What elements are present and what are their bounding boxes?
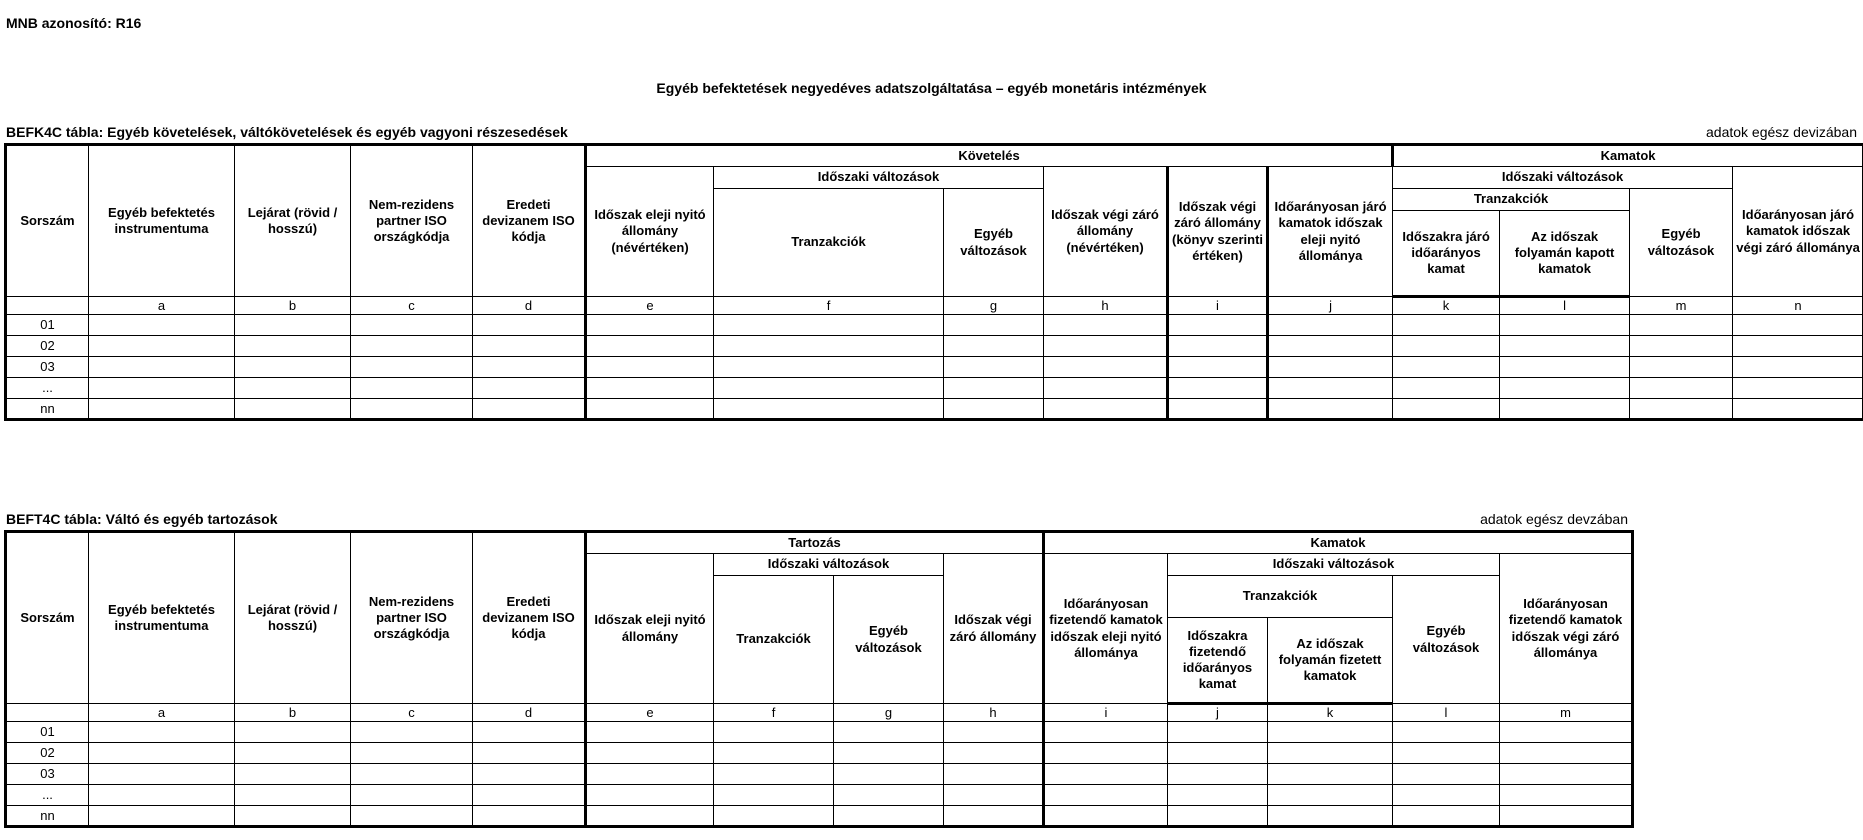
t2-h-partner: Nem-rezidens partner ISO országkódja — [351, 532, 473, 704]
t1-cell[interactable] — [1630, 378, 1733, 399]
t1-cell[interactable] — [351, 336, 473, 357]
t2-h-tranzakciok: Tranzakciók — [714, 576, 834, 704]
t1-h-kam-zaro: Időarányosan járó kamatok időszak végi záró állománya — [1733, 167, 1863, 297]
t1-cell[interactable] — [235, 336, 351, 357]
t2-cell[interactable] — [89, 806, 235, 827]
t2-cell[interactable] — [473, 785, 586, 806]
t1-cell[interactable] — [1044, 336, 1168, 357]
t1-h-kovetel: Követelés — [586, 145, 1393, 167]
t2-cell[interactable] — [89, 764, 235, 785]
t2-cell[interactable] — [944, 743, 1044, 764]
table1-unit: adatok egész devizában — [1706, 124, 1857, 140]
t2-cell[interactable] — [586, 785, 714, 806]
t1-letter: k — [1393, 297, 1500, 315]
t2-letter: m — [1500, 704, 1633, 722]
t2-letter: j — [1168, 704, 1268, 722]
t1-row-label: nn — [6, 399, 89, 420]
table1 — [4, 143, 1863, 421]
t2-h-sorszam: Sorszám — [6, 532, 89, 704]
t2-letter: l — [1393, 704, 1500, 722]
t1-cell[interactable] — [351, 399, 473, 420]
t1-cell[interactable] — [1268, 336, 1393, 357]
t1-cell[interactable] — [235, 378, 351, 399]
t2-h-tartozas: Tartozás — [586, 532, 1044, 554]
t2-cell[interactable] — [473, 743, 586, 764]
t1-cell[interactable] — [1733, 399, 1863, 420]
t2-cell[interactable] — [1044, 722, 1168, 743]
t1-cell[interactable] — [1500, 378, 1630, 399]
t2-letter: h — [944, 704, 1044, 722]
t2-row-label: ... — [6, 785, 89, 806]
t1-data-row — [6, 357, 1863, 378]
t1-h-idoszaki: Időszaki változások — [714, 167, 1044, 189]
t1-cell[interactable] — [1630, 336, 1733, 357]
t1-data-row — [6, 378, 1863, 399]
t2-h-kam-tranz: Tranzakciók — [1168, 576, 1393, 618]
t1-h-tranzakciok: Tranzakciók — [714, 189, 944, 297]
t1-cell[interactable] — [714, 378, 944, 399]
t2-letter-blank — [6, 704, 89, 722]
t2-letter: b — [235, 704, 351, 722]
t2-cell[interactable] — [473, 806, 586, 827]
t2-h-kam-idoszaki: Időszaki változások — [1168, 554, 1500, 576]
t2-data-row — [6, 764, 1633, 785]
t1-cell[interactable] — [714, 336, 944, 357]
t1-h-nyito: Időszak eleji nyitó állomány (névértéken) — [586, 167, 714, 297]
t2-row-label: 02 — [6, 743, 89, 764]
t2-cell[interactable] — [1168, 743, 1268, 764]
t1-cell[interactable] — [235, 357, 351, 378]
t1-h-kam-idoszaki: Időszaki változások — [1393, 167, 1733, 189]
t1-cell[interactable] — [473, 378, 586, 399]
t1-h-partner: Nem-rezidens partner ISO országkódja — [351, 145, 473, 297]
table1-title: BEFK4C tábla: Egyéb követelések, váltókövetelések és egyéb vagyoni részesedések — [6, 124, 568, 140]
t2-cell[interactable] — [944, 806, 1044, 827]
t1-cell[interactable] — [351, 357, 473, 378]
t2-cell[interactable] — [1268, 743, 1393, 764]
t1-h-instrument: Egyéb befektetés instrumentuma — [89, 145, 235, 297]
t2-cell[interactable] — [586, 806, 714, 827]
t1-cell[interactable] — [1733, 378, 1863, 399]
t1-h-deviza: Eredeti devizanem ISO kódja — [473, 145, 586, 297]
t1-letter: f — [714, 297, 944, 315]
t1-letter: i — [1168, 297, 1268, 315]
t2-cell[interactable] — [89, 743, 235, 764]
t2-h-idoszaki: Időszaki változások — [714, 554, 944, 576]
t1-cell[interactable] — [1044, 378, 1168, 399]
t2-letter: a — [89, 704, 235, 722]
t1-cell[interactable] — [473, 399, 586, 420]
t2-h-lejarat: Lejárat (rövid / hosszú) — [235, 532, 351, 704]
t1-cell[interactable] — [1268, 357, 1393, 378]
t2-cell[interactable] — [714, 764, 834, 785]
t2-cell[interactable] — [89, 722, 235, 743]
t2-letter: f — [714, 704, 834, 722]
t1-cell[interactable] — [1500, 336, 1630, 357]
t1-cell[interactable] — [586, 336, 714, 357]
t1-letter: n — [1733, 297, 1863, 315]
t1-cell[interactable] — [944, 336, 1044, 357]
t2-cell[interactable] — [1268, 806, 1393, 827]
t1-cell[interactable] — [944, 378, 1044, 399]
t2-data-row — [6, 785, 1633, 806]
t2-cell[interactable] — [714, 743, 834, 764]
t2-cell[interactable] — [1393, 743, 1500, 764]
t2-cell[interactable] — [1500, 764, 1633, 785]
t1-h-kam-idoszakra: Időszakra járó időarányos kamat — [1393, 211, 1500, 297]
t2-cell[interactable] — [714, 785, 834, 806]
t2-cell[interactable] — [944, 764, 1044, 785]
t2-cell[interactable] — [351, 764, 473, 785]
t1-row-label: 02 — [6, 336, 89, 357]
t1-letter: l — [1500, 297, 1630, 315]
t2-h-nyito: Időszak eleji nyitó állomány — [586, 554, 714, 704]
t1-cell[interactable] — [1733, 357, 1863, 378]
t2-cell[interactable] — [1168, 806, 1268, 827]
t1-cell[interactable] — [1630, 315, 1733, 336]
t1-cell[interactable] — [1393, 357, 1500, 378]
t2-cell[interactable] — [1393, 722, 1500, 743]
t2-cell[interactable] — [1168, 722, 1268, 743]
t1-cell[interactable] — [714, 315, 944, 336]
t1-cell[interactable] — [1168, 315, 1268, 336]
t2-letter: d — [473, 704, 586, 722]
table2-title: BEFT4C tábla: Váltó és egyéb tartozások — [6, 511, 278, 527]
t1-h-zaro-konyv: Időszak végi záró állomány (könyv szerinti értéken) — [1168, 167, 1268, 297]
document-title: Egyéb befektetések negyedéves adatszolgáltatása – egyéb monetáris intézmények — [656, 80, 1207, 96]
t2-row-label: 03 — [6, 764, 89, 785]
t2-h-kam-zaro: Időarányosan fizetendő kamatok időszak végi záró állománya — [1500, 554, 1633, 704]
t2-cell[interactable] — [1168, 764, 1268, 785]
t1-cell[interactable] — [89, 357, 235, 378]
t1-letter: g — [944, 297, 1044, 315]
t2-letter-row — [6, 704, 1633, 722]
t1-cell[interactable] — [89, 315, 235, 336]
t2-cell[interactable] — [473, 764, 586, 785]
t2-data-row — [6, 806, 1633, 827]
t2-cell[interactable] — [235, 785, 351, 806]
t1-cell[interactable] — [1733, 315, 1863, 336]
t1-cell[interactable] — [89, 399, 235, 420]
t2-h-kam-idoszakra: Időszakra fizetendő időarányos kamat — [1168, 618, 1268, 704]
t2-cell[interactable] — [473, 722, 586, 743]
t1-cell[interactable] — [473, 357, 586, 378]
t1-row-label: 01 — [6, 315, 89, 336]
t1-cell[interactable] — [1268, 378, 1393, 399]
t1-row-label: ... — [6, 378, 89, 399]
t2-data-row — [6, 743, 1633, 764]
t1-h-kam-egyeb: Egyéb változások — [1630, 189, 1733, 297]
t1-h-zaro-nev: Időszak végi záró állomány (névértéken) — [1044, 167, 1168, 297]
t1-cell[interactable] — [1630, 399, 1733, 420]
t1-letter: c — [351, 297, 473, 315]
t2-cell[interactable] — [586, 722, 714, 743]
t1-cell[interactable] — [714, 357, 944, 378]
t1-letter-blank — [6, 297, 89, 315]
t1-letter: j — [1268, 297, 1393, 315]
t2-cell[interactable] — [944, 785, 1044, 806]
t2-cell[interactable] — [1393, 764, 1500, 785]
t1-letter-row — [6, 297, 1863, 315]
t2-cell[interactable] — [351, 722, 473, 743]
t1-cell[interactable] — [1393, 378, 1500, 399]
t2-cell[interactable] — [944, 722, 1044, 743]
t1-cell[interactable] — [586, 399, 714, 420]
t1-cell[interactable] — [1500, 357, 1630, 378]
t2-cell[interactable] — [1044, 785, 1168, 806]
t2-h-egyeb: Egyéb változások — [834, 576, 944, 704]
t2-cell[interactable] — [1393, 806, 1500, 827]
table2-unit: adatok egész devzában — [1480, 511, 1628, 527]
t2-letter: c — [351, 704, 473, 722]
t1-letter: m — [1630, 297, 1733, 315]
t1-cell[interactable] — [89, 336, 235, 357]
t2-cell[interactable] — [235, 722, 351, 743]
t2-h-zaro: Időszak végi záró állomány — [944, 554, 1044, 704]
t1-cell[interactable] — [351, 378, 473, 399]
t1-data-row — [6, 399, 1863, 420]
t1-cell[interactable] — [944, 315, 1044, 336]
t2-cell[interactable] — [1500, 722, 1633, 743]
t2-cell[interactable] — [1044, 743, 1168, 764]
t2-cell[interactable] — [586, 743, 714, 764]
t2-letter: g — [834, 704, 944, 722]
t2-cell[interactable] — [235, 806, 351, 827]
t1-letter: e — [586, 297, 714, 315]
t1-cell[interactable] — [1393, 315, 1500, 336]
t1-data-row — [6, 336, 1863, 357]
t1-cell[interactable] — [1168, 378, 1268, 399]
t2-cell[interactable] — [586, 764, 714, 785]
t2-cell[interactable] — [235, 743, 351, 764]
t1-cell[interactable] — [1268, 315, 1393, 336]
t2-cell[interactable] — [351, 785, 473, 806]
t1-h-lejarat: Lejárat (rövid / hosszú) — [235, 145, 351, 297]
t1-cell[interactable] — [586, 357, 714, 378]
t1-cell[interactable] — [1500, 315, 1630, 336]
t1-h-kam-tranz: Tranzakciók — [1393, 189, 1630, 211]
t2-cell[interactable] — [1268, 722, 1393, 743]
t1-cell[interactable] — [473, 336, 586, 357]
t2-row-label: 01 — [6, 722, 89, 743]
t2-cell[interactable] — [1168, 785, 1268, 806]
t1-cell[interactable] — [89, 378, 235, 399]
t2-cell[interactable] — [351, 743, 473, 764]
t1-h-kam-nyito: Időarányosan járó kamatok időszak eleji nyitó állománya — [1268, 167, 1393, 297]
t1-h-egyeb: Egyéb változások — [944, 189, 1044, 297]
t2-letter: k — [1268, 704, 1393, 722]
t2-cell[interactable] — [235, 764, 351, 785]
t2-cell[interactable] — [1044, 764, 1168, 785]
t2-h-kamatok: Kamatok — [1044, 532, 1633, 554]
t1-cell[interactable] — [1393, 399, 1500, 420]
t1-cell[interactable] — [1044, 315, 1168, 336]
mnb-id: MNB azonosító: R16 — [6, 15, 142, 31]
t1-letter: a — [89, 297, 235, 315]
t2-cell[interactable] — [834, 743, 944, 764]
t2-h-kam-nyito: Időarányosan fizetendő kamatok időszak eleji nyitó állománya — [1044, 554, 1168, 704]
t2-row-label: nn — [6, 806, 89, 827]
t1-cell[interactable] — [235, 315, 351, 336]
t1-h-kamatok: Kamatok — [1393, 145, 1863, 167]
t2-cell[interactable] — [1500, 743, 1633, 764]
t1-cell[interactable] — [1168, 399, 1268, 420]
t1-cell[interactable] — [1168, 336, 1268, 357]
t1-cell[interactable] — [1044, 399, 1168, 420]
t1-h-sorszam: Sorszám — [6, 145, 89, 297]
t1-cell[interactable] — [1168, 357, 1268, 378]
t1-cell[interactable] — [714, 399, 944, 420]
t1-h-kam-kapott: Az időszak folyamán kapott kamatok — [1500, 211, 1630, 297]
t2-cell[interactable] — [834, 722, 944, 743]
t2-h-kam-fizetett: Az időszak folyamán fizetett kamatok — [1268, 618, 1393, 704]
t2-cell[interactable] — [1268, 785, 1393, 806]
t1-cell[interactable] — [235, 399, 351, 420]
t1-cell[interactable] — [1733, 336, 1863, 357]
t2-letter: e — [586, 704, 714, 722]
t2-cell[interactable] — [1044, 806, 1168, 827]
t2-cell[interactable] — [714, 806, 834, 827]
t1-cell[interactable] — [944, 357, 1044, 378]
t2-h-instrument: Egyéb befektetés instrumentuma — [89, 532, 235, 704]
t2-cell[interactable] — [834, 806, 944, 827]
t1-cell[interactable] — [1393, 336, 1500, 357]
t2-cell[interactable] — [834, 785, 944, 806]
t2-cell[interactable] — [834, 764, 944, 785]
t2-cell[interactable] — [1500, 785, 1633, 806]
t2-cell[interactable] — [1268, 764, 1393, 785]
t2-cell[interactable] — [89, 785, 235, 806]
t1-cell[interactable] — [1268, 399, 1393, 420]
t1-letter: d — [473, 297, 586, 315]
t2-letter: i — [1044, 704, 1168, 722]
t1-cell[interactable] — [586, 378, 714, 399]
t1-cell[interactable] — [1044, 357, 1168, 378]
t1-cell[interactable] — [944, 399, 1044, 420]
t2-data-row — [6, 722, 1633, 743]
t1-cell[interactable] — [351, 315, 473, 336]
t2-cell[interactable] — [1500, 806, 1633, 827]
t2-cell[interactable] — [714, 722, 834, 743]
t2-cell[interactable] — [1393, 785, 1500, 806]
t1-cell[interactable] — [1500, 399, 1630, 420]
t1-letter: h — [1044, 297, 1168, 315]
t1-row-label: 03 — [6, 357, 89, 378]
t1-cell[interactable] — [1630, 357, 1733, 378]
t1-cell[interactable] — [473, 315, 586, 336]
t1-data-row — [6, 315, 1863, 336]
t2-h-kam-egyeb: Egyéb változások — [1393, 576, 1500, 704]
t2-h-deviza: Eredeti devizanem ISO kódja — [473, 532, 586, 704]
table2 — [4, 530, 1634, 828]
t1-letter: b — [235, 297, 351, 315]
t2-cell[interactable] — [351, 806, 473, 827]
t1-cell[interactable] — [586, 315, 714, 336]
